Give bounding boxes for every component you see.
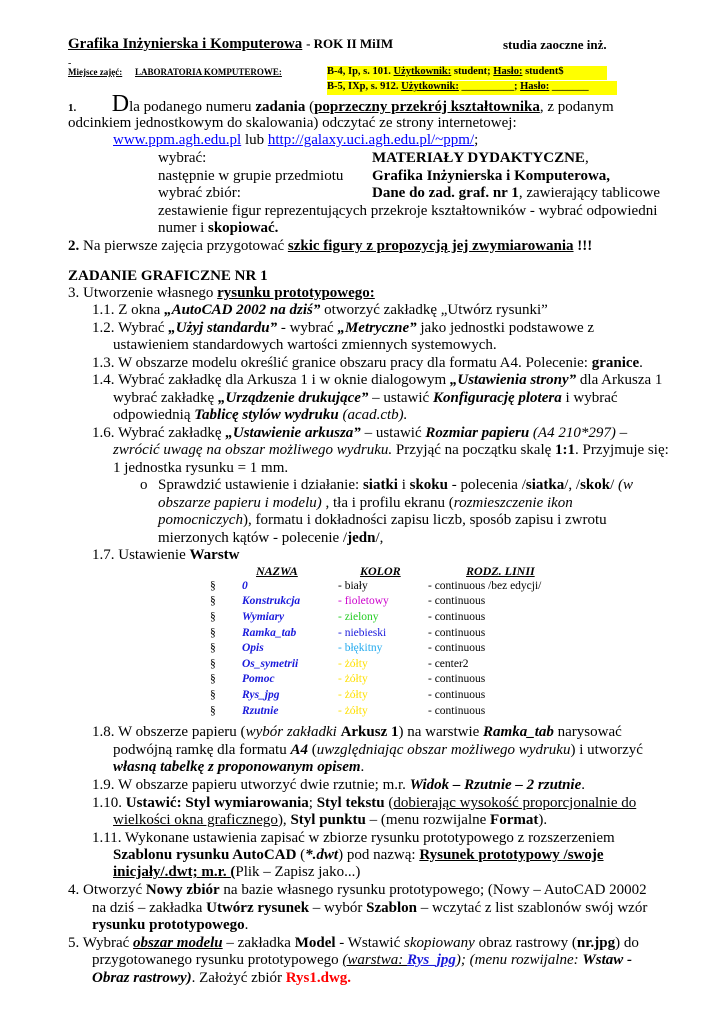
i18-t1: W obszerze papieru ( [114,724,246,740]
layer-row [210,594,548,610]
i13-t1: W obszarze modelu określić granice obszaru pracy dla formatu A4. Polecenie: [114,355,592,371]
s4-l3: rysunku prototypowego [92,917,245,933]
i111-line3 [113,864,360,881]
s4-t2: na bazie własnego rysunku prototypowego; (Nowy – AutoCAD 20002 [219,882,647,898]
s1-text2: ( [305,99,315,115]
i18-l2a: podwójną ramkę dla formatu [113,742,291,758]
bullet-i1: (w [618,477,634,493]
s5-t4: obraz rastrowy ( [474,935,577,951]
s5-l2a: przygotowanego rysunku prototypowego [92,952,343,968]
i13-b1: granice [591,355,640,371]
s5-l2b: (warstwa: [342,952,407,968]
layer-name: Os_symetrii [242,657,299,670]
s5-line3 [92,970,351,987]
i14-l2e: i wybrać [561,390,618,406]
i18-t4: narysować [553,724,622,740]
i11-t2: otworzyć zakładkę „Utwórz rysunki” [320,302,548,318]
layer-color: - żółty [338,657,368,670]
layer-row [210,656,548,672]
course-title: Grafika Inżynierska i Komputerowa [68,36,303,52]
i16-num: 1.6. [92,425,115,441]
i12-b1: „Użyj standardu” [168,320,278,336]
i13-num: 1.3. [92,355,115,371]
course-year: - ROK II MiIM [306,36,394,51]
i18-l2d: uwzględniając obszar możliwego wydruku [316,742,571,758]
i18-i1: wybór zakładki [245,724,337,740]
s4-b1: Nowy zbiór [145,882,220,898]
s2-sketch: szkic figury z propozycją jej zwymiarowania [287,238,574,254]
layer-name: Ramka_tab [242,626,297,639]
s5-l3c: Rys1.dwg. [285,970,352,986]
i11-num: 1.1. [92,302,115,318]
section-sign: § [210,595,216,608]
lab2-pass-label: Hasło: [520,81,550,92]
i14-line [92,372,662,389]
i16-l2c: 1:1 [555,442,576,458]
i14-l2d: Konfigurację plotera [432,390,562,406]
i18-l3b: . [360,759,365,775]
bullet-line1 [158,477,633,494]
bullet-l2b: , tła i profilu ekranu ( [321,495,454,511]
layer-linetype: - continuous [428,626,486,639]
i11-line [92,302,548,319]
s2-line [68,238,592,255]
i110-line [92,795,636,812]
i14-num: 1.4. [92,372,115,388]
s1-section-type: poprzeczny przekrój kształtownika [314,99,540,115]
layer-linetype: - continuous [428,673,486,686]
bullet-l2c: rozmieszczenie ikon [453,495,573,511]
bullet-t1: Sprawdzić ustawienie i działanie: [158,477,363,493]
i19-t1: W obszarze papieru utworzyć dwie rzutnie; m.r. [114,777,410,793]
i110-b2: Styl tekstu [316,795,385,811]
s2-number: 2. [68,238,80,254]
i14-l2c: – ustawić [368,390,433,406]
header-dash: - [68,58,72,69]
layer-color: - żółty [338,673,368,686]
s5-b3: nr.jpg [576,935,616,951]
s5-l2e: Wstaw - [582,952,632,968]
i11-t1: Z okna [114,302,165,318]
s1-dropcap: D [111,91,130,117]
s5-t3: - Wstawić [335,935,404,951]
s5-line2 [92,952,632,969]
layers-header-linetype: RODZ. LINII [466,564,535,578]
lab1-pass-value: student$ [525,66,564,77]
i110-u1: dobierając wysokość proporcjonalnie do [393,795,637,811]
materialy-dydaktyczne: MATERIAŁY DYDAKTYCZNE [372,150,585,166]
s1-number: 1. [68,102,77,114]
layer-linetype: - continuous [428,704,486,717]
layer-row [210,687,548,703]
layer-linetype: - continuous [428,642,486,655]
i12-line2: ustawieniem standardowych wartości zmiennych systemowych. [113,337,497,353]
i12-t3: jako jednostki podstawowe z [416,320,595,336]
s3-line [68,285,375,302]
layer-name: Rys_jpg [242,688,280,701]
s1-r2-value: Grafika Inżynierska i Komputerowa, [372,168,611,184]
i14-l3a: odpowiednią [113,407,195,423]
i110-t3: ( [384,795,394,811]
i14-t1: Wybrać zakładkę dla Arkusza 1 i w oknie dialogowym [114,372,450,388]
s4-line2 [92,900,647,917]
layer-color: - niebieski [338,626,387,639]
i14-t2: dla Arkusza 1 [576,372,663,388]
s4-l2d: Szablon [366,900,417,916]
lab1-user-value: student; [453,66,491,77]
i17-b1: Warstw [189,547,240,563]
s1-r3-label: wybrać zbiór: [158,185,241,201]
lab2-room: B-5, IXp, s. 912. [327,81,399,92]
i12-b2: „Metryczne” [337,320,417,336]
i16-t3: (A4 210*297) – [529,425,628,441]
s4-line3 [92,917,248,934]
i110-l2f: ). [538,812,548,828]
s1-r1-tail: , [584,150,589,166]
section-sign: § [210,642,216,655]
s1-r5-text: numer i [158,220,208,236]
section-sign: § [210,673,216,686]
section-sign: § [210,626,216,639]
layer-color: - zielony [338,610,379,623]
bullet-line3 [158,512,607,529]
s3-number: 3. [68,285,80,301]
layer-row [210,640,548,656]
bullet-sym: o [140,477,148,493]
lab1-room: B-4, Ip, s. 101. [327,66,391,77]
i18-b1: Arkusz 1 [340,724,399,740]
i14-l2b: „Urządzenie drukujące” [217,390,369,406]
layer-color: - błękitny [338,642,383,655]
bullet-line2 [158,495,573,512]
s4-l2a: na dziś – zakładka [92,900,207,916]
i14-line2 [113,390,618,407]
s5-num: 5. [68,935,80,951]
lab1-user-label: Użytkownik: [393,66,452,77]
layers-header-name: NAZWA [256,564,298,578]
lab2-pass-value: _______ [551,81,589,92]
bullet-skok: skok [580,477,611,493]
bullet-l3: pomocniczych [158,512,243,528]
i111-l2a: Szablonu rysunku AutoCAD [113,847,297,863]
bullet-t2: i [397,477,410,493]
layer-linetype: - continuous [428,688,486,701]
i18-line [92,724,622,741]
layer-name: Konstrukcja [242,595,301,608]
layer-row [210,672,548,688]
i16-line2 [113,442,669,459]
s5-l3a: Obraz rastrowy) [92,970,192,986]
i16-t2: – ustawić [360,425,426,441]
s1-bold-zadania: zadania [255,99,306,115]
layer-name: 0 [242,579,248,592]
i18-l3: własną tabelkę z proponowanym opisem [113,759,361,775]
s4-l2b: Utwórz rysunek [206,900,310,916]
i16-b2: Rozmiar papieru [425,425,530,441]
layer-name: Pomoc [242,673,275,686]
i19-num: 1.9. [92,777,115,793]
i16-t1: Wybrać zakładkę [114,425,226,441]
i111-t1: Wykonane ustawienia zapisać w zbiorze rysunku prototypowego z rozszerzeniem [121,830,615,846]
s4-l3b: . [244,917,249,933]
s5-t5: ) do [615,935,639,951]
s5-l2c: Rys_jpg [406,952,456,968]
i110-num: 1.10. [92,795,122,811]
i110-b1: Ustawić: Styl wymiarowania [125,795,309,811]
s1-text3: , z podanym [539,99,614,115]
layer-color: - żółty [338,688,368,701]
i14-l3b: Tablicę stylów wydruku [194,407,339,423]
layer-linetype: - continuous [428,610,486,623]
link-galaxy[interactable]: http://galaxy.uci.agh.edu.pl/~ppm/ [267,132,475,148]
s5-i1: skopiowany [404,935,475,951]
layer-row [210,609,548,625]
i16-l2d: . Przyjmuje się: [575,442,669,458]
i16-line [92,425,627,442]
layer-name: Rzutnie [242,704,279,717]
study-mode: studia zaoczne inż. [503,37,607,52]
task-title: ZADANIE GRAFICZNE NR 1 [68,268,268,284]
i111-line2 [113,847,604,864]
i17-line [92,547,239,564]
s1-r1-label: wybrać: [158,150,207,166]
s4-l2e: – wczytać z list szablonów swój wzór [416,900,648,916]
section-sign: § [210,610,216,623]
s1-lub: lub [241,132,268,148]
s1-r1 [372,150,589,167]
layer-color: - biały [338,579,368,592]
i19-line [92,777,585,794]
layer-linetype: - center2 [428,657,469,670]
bullet-jedn: jedn [347,530,376,546]
i110-line2 [113,812,547,829]
s1-r4: zestawienie figur reprezentujących przekroje kształtowników - wybrać odpowiedni [158,203,658,219]
lab2-user-value: __________; [461,81,518,92]
s1-line1 [68,91,614,117]
bullet-t5: / [610,477,619,493]
s5-b2: Model [294,935,336,951]
i111-l2e: Rysunek prototypowy /swoje [419,847,604,863]
bullet-siatki: siatki [362,477,398,493]
i16-line3: 1 jednostka rysunku = 1 mm. [113,460,289,476]
s1-r5 [158,220,278,237]
lab2-user-label: Użytkownik: [401,81,459,92]
i12-t2: - wybrać [277,320,338,336]
i111-l2c: *.dwt [305,847,339,863]
layer-row [210,578,548,594]
i13-t2: . [639,355,643,371]
i17-num: 1.7. [92,547,115,563]
bullet-t3: - polecenia / [448,477,526,493]
layer-row [210,703,548,719]
s1-r2-label: następnie w grupie przedmiotu [158,168,344,184]
i19-t2: . [581,777,586,793]
i14-b1: „Ustawienia strony” [449,372,577,388]
layer-name: Opis [242,642,264,655]
i16-l2b: Przyjąć na początku skalę [392,442,556,458]
lab-row-2 [327,81,617,95]
i111-l3c: ) [355,864,361,880]
i110-l2e: Format [490,812,539,828]
s2-exclaim: !!! [573,238,593,254]
i111-l2b: ( [296,847,306,863]
layer-color: - fioletowy [338,595,389,608]
i111-l2d: ) pod nazwą: [338,847,420,863]
bullet-l4c: /, [375,530,384,546]
dane-zbior: Dane do zad. graf. nr 1 [372,185,519,201]
i18-b2: Ramka_tab [483,724,554,740]
section-sign: § [210,579,216,592]
i111-line [92,830,615,847]
section-sign: § [210,657,216,670]
section-sign: § [210,688,216,701]
s1-r3-tail: , zawierający tablicowe [518,185,660,201]
i110-l2c: Styl punktu [290,812,366,828]
i11-b1: „AutoCAD 2002 na dziś” [164,302,321,318]
layer-name: Wymiary [242,610,285,623]
s5-t1: Wybrać [79,935,134,951]
i18-l2c: ( [307,742,317,758]
s4-line [68,882,647,899]
i111-l3: inicjały/.dwt; m.r. ( [113,864,236,880]
i18-num: 1.8. [92,724,115,740]
link-ppm[interactable]: www.ppm.agh.edu.pl [113,132,242,148]
s5-t2: – zakładka [222,935,295,951]
i18-l2b: A4 [290,742,308,758]
i16-l2a: zwrócić uwagę na obszar możliwego wydruku. [113,442,393,458]
place-value: LABORATORIA KOMPUTEROWE: [135,67,282,77]
i110-l2: wielkości okna graficznego [113,812,278,828]
i18-t3: ) na warstwie [398,724,484,740]
s1-line2: odcinkiem jednostkowym do skalowania) odczytać ze strony internetowej: [68,115,517,131]
i110-t2: ; [308,795,317,811]
bullet-l3b: ), formatu i dokładności zapisu liczb, sposób zapisu i zwrotu [242,512,607,528]
bullet-siatka: siatka [525,477,565,493]
s1-r3 [372,185,660,202]
i13-line [92,355,643,372]
s5-b1: obszar modelu [133,935,223,951]
i111-l3b: Plik – Zapisz jako... [235,864,356,880]
layer-color: - żółty [338,704,368,717]
i110-l2d: – (menu rozwijalne [365,812,491,828]
bullet-line4 [158,530,383,547]
s4-num: 4. [68,882,80,898]
s5-line [68,935,639,952]
i110-l2b: ), [277,812,291,828]
i16-b1: „Ustawienie arkusza” [225,425,361,441]
i12-num: 1.2. [92,320,115,336]
i14-l2a: wybrać zakładkę [113,390,218,406]
layer-linetype: - continuous [428,595,486,608]
bullet-l4: mierzonych kątów - polecenie / [158,530,348,546]
bullet-l2: obszarze papieru i modelu) [158,495,322,511]
i12-t1: Wybrać [114,320,169,336]
i17-t1: Ustawienie [114,547,190,563]
bullet-t4: /, / [564,477,581,493]
s3-bold: rysunku prototypowego: [217,285,375,301]
s5-l3b: . Założyć zbiór [191,970,286,986]
s1-line3 [113,132,478,149]
i12-line [92,320,594,337]
i18-line3 [113,759,364,776]
i18-l2e: ) i utworzyć [570,742,643,758]
s2-text: Na pierwsze zajęcia przygotować [79,238,288,254]
s1-r5-bold: skopiować. [208,220,279,236]
i111-num: 1.11. [92,830,122,846]
s4-t1: Otworzyć [79,882,146,898]
place-label: Miejsce zajęć: [68,67,123,77]
lab-row-1 [327,66,607,80]
i18-line2 [113,742,643,759]
s4-l2c: – wybór [309,900,367,916]
i19-b1: Widok – Rzutnie – 2 rzutnie [409,777,582,793]
s5-l2d: ); (menu rozwijalne: [455,952,583,968]
section-sign: § [210,704,216,717]
bullet-skoku: skoku [409,477,448,493]
i14-line3 [113,407,407,424]
s1-text: la podanego numeru [129,99,256,115]
s1-semi: ; [474,132,479,148]
layers-header-color: KOLOR [360,564,401,578]
s3-text: Utworzenie własnego [79,285,218,301]
layer-row [210,625,548,641]
lab1-pass-label: Hasło: [493,66,523,77]
layer-linetype: - continuous /bez edycji/ [428,579,542,592]
i14-l3c: (acad.ctb). [338,407,408,423]
layers-table [210,578,548,718]
